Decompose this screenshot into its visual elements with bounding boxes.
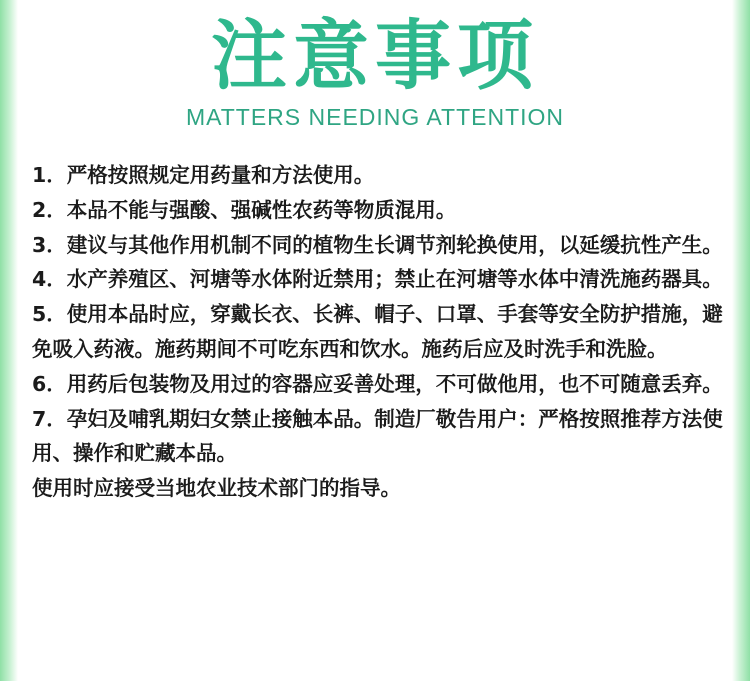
notice-guidance: 使用时应接受当地农业技术部门的指导。 [32, 476, 401, 501]
page-title: 注意事项 [211, 11, 539, 100]
notice-item-4: 4．水产养殖区、河塘等水体附近禁用；禁止在河塘等水体中清洗施药器具。 [32, 267, 723, 292]
notice-item-1: 1．严格按照规定用药量和方法使用。 [32, 163, 375, 187]
notice-item-7: 7．孕妇及哺乳期妇女禁止接触本品。制造厂敬告用户：严格按照推荐方法使用、操作和贮藏本品。 [32, 406, 723, 466]
notice-item-3: 3．建议与其他作用机制不同的植物生长调节剂轮换使用，以延缓抗性产生。 [32, 232, 723, 257]
notice-item-6: 6．用药后包装物及用过的容器应妥善处理，不可做他用，也不可随意丢弃。 [32, 371, 723, 396]
notice-item-5: 5．使用本品时应，穿戴长衣、长裤、帽子、口罩、手套等安全防护措施，避免吸入药液。施药期间不可吃东西和饮水。施药后应及时洗手和洗脸。 [32, 302, 723, 361]
notice-list [32, 158, 732, 506]
notice-item-2: 2．本品不能与强酸、强碱性农药等物质混用。 [32, 197, 457, 222]
page-subtitle: MATTERS NEEDING ATTENTION [185, 104, 565, 130]
